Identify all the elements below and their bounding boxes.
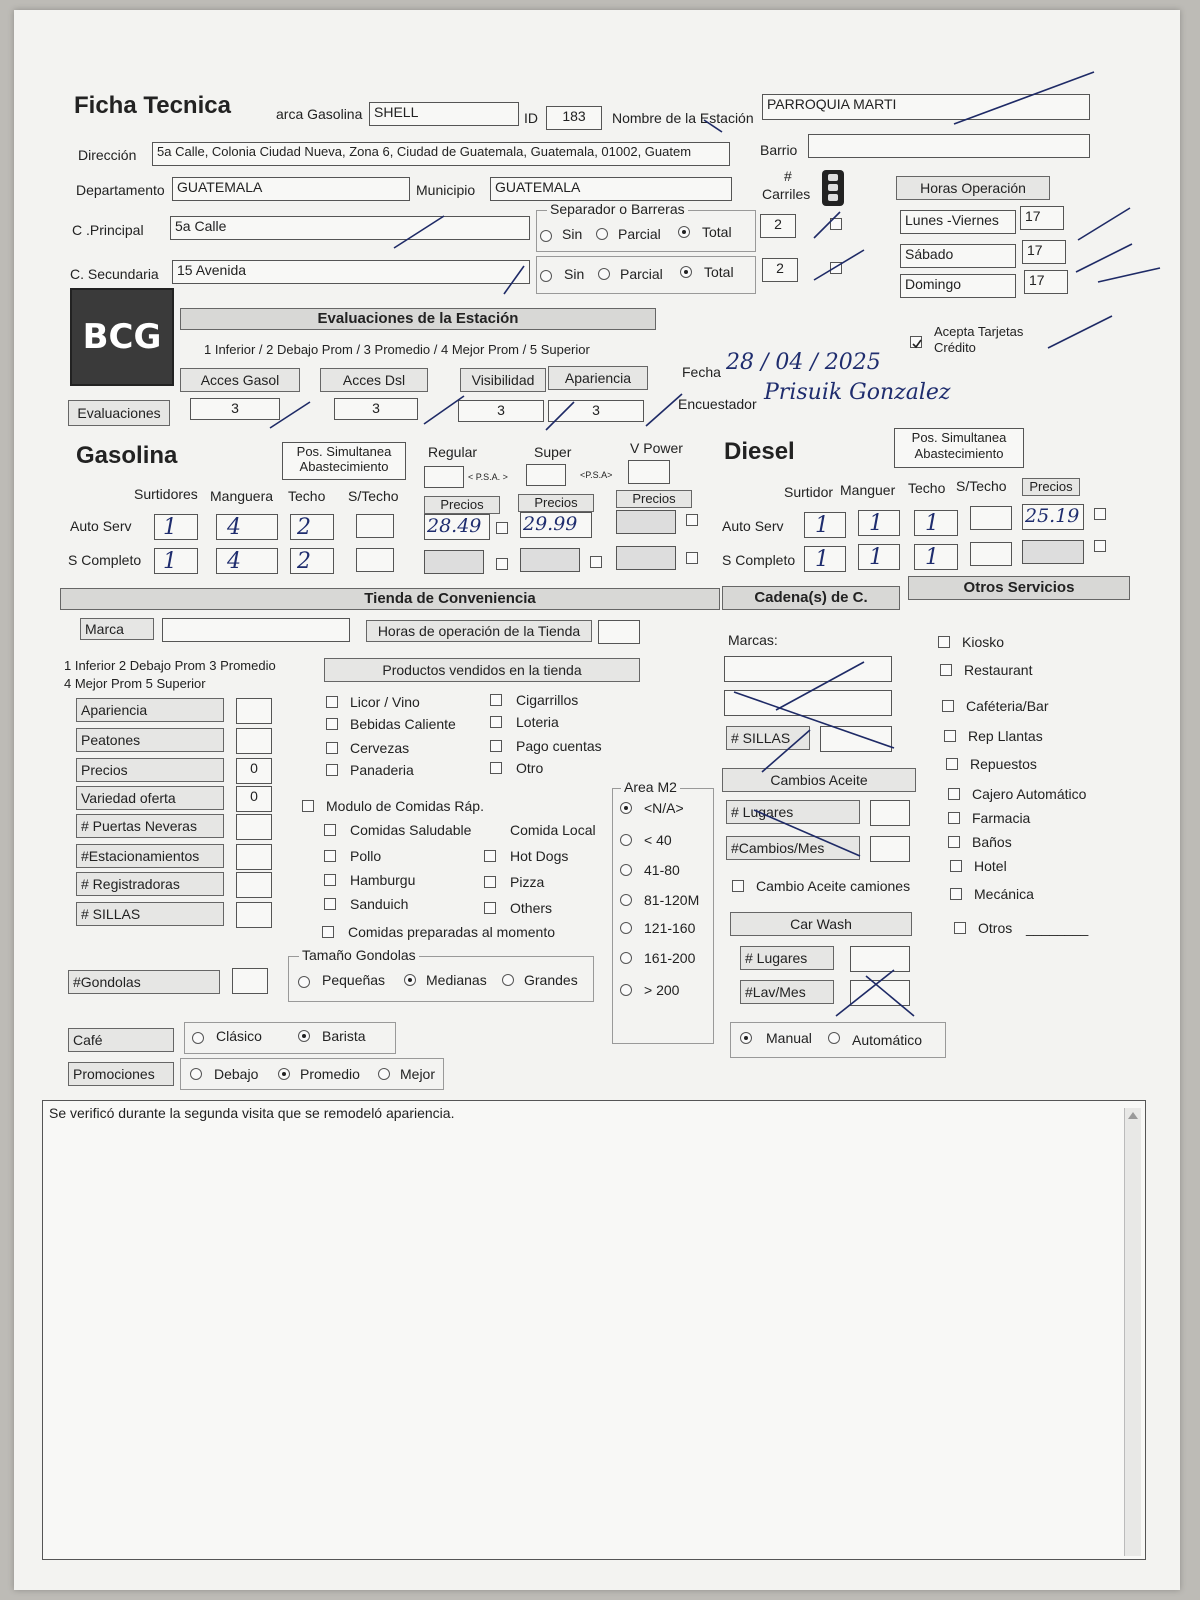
acepta-tarjetas-label: Acepta Tarjetas: [934, 324, 1024, 339]
area-label: 81-120M: [644, 892, 700, 908]
credito-label: Crédito: [934, 340, 976, 355]
rating-label: # Registradoras: [76, 872, 224, 896]
regular-label: Regular: [428, 444, 478, 460]
dsl-col-manguer: Manguer: [840, 482, 896, 498]
horas-lunes-viernes-label: Lunes -Viernes: [900, 210, 1016, 234]
gas-autoserv-label: Auto Serv: [70, 518, 132, 534]
dsl-completo-surtidor[interactable]: 1: [804, 546, 846, 572]
gas-completo-surtidores[interactable]: 1: [154, 548, 198, 574]
sep2-total-label: Total: [704, 264, 734, 280]
vpower-field[interactable]: [628, 460, 670, 484]
cadena-sillas-field[interactable]: [820, 726, 892, 752]
encuestador-label: Encuestador: [678, 396, 757, 412]
aceite-lugares-label: # Lugares: [726, 800, 860, 824]
barrio-label: Barrio: [760, 142, 798, 158]
carriles-label: Carriles: [762, 186, 811, 202]
cafe-clasico-label: Clásico: [216, 1028, 262, 1044]
gas-autoserv-regular-checkbox[interactable]: [496, 522, 508, 534]
marcas-label: Marcas:: [728, 632, 778, 648]
otro-servicio-label: Baños: [972, 834, 1012, 850]
marca-gasolina-field[interactable]: SHELL: [369, 102, 519, 126]
carriles-principal-field[interactable]: 2: [760, 214, 796, 238]
otro-servicio-label: Caféteria/Bar: [966, 698, 1049, 714]
otro-servicio-label: Kiosko: [962, 634, 1005, 650]
gas-col-techo: Techo: [288, 488, 326, 504]
rating-field[interactable]: [236, 844, 272, 870]
dsl-col-techo: Techo: [908, 480, 946, 496]
gas-autoserv-surtidores[interactable]: 1: [154, 514, 198, 540]
dsl-autoserv-label: Auto Serv: [722, 518, 784, 534]
dsl-abastecimiento-label: Abastecimiento: [914, 446, 1004, 461]
tamano-pequenas-label: Pequeñas: [322, 972, 386, 988]
car-wash-header: Car Wash: [730, 912, 912, 936]
tienda-header: Tienda de Conveniencia: [60, 588, 720, 610]
dsl-completo-manguer[interactable]: 1: [858, 544, 900, 570]
gas-autoserv-techo[interactable]: 2: [290, 514, 334, 540]
area-m2-label: Area M2: [621, 779, 680, 795]
sep1-total-radio[interactable]: [678, 226, 690, 238]
gas-completo-label: S Completo: [68, 552, 142, 568]
promo-mejor-radio[interactable]: [378, 1068, 390, 1080]
gas-precios-vpower-header: Precios: [616, 490, 692, 508]
psa-label-1: < P.S.A. >: [468, 472, 508, 482]
eval-visibilidad-field[interactable]: 3: [458, 400, 544, 422]
sep1-parcial-radio[interactable]: [596, 228, 608, 240]
gas-autoserv-precio-super[interactable]: 29.99: [520, 512, 592, 538]
rating-label: Apariencia: [76, 698, 224, 722]
barrio-field[interactable]: [808, 134, 1090, 158]
notes-text: Se verificó durante la segunda visita que se remodeló apariencia.: [49, 1105, 455, 1121]
otro-servicio-label: Restaurant: [964, 662, 1033, 678]
marca-gasolina-label: arca Gasolina: [276, 106, 363, 122]
eval-acces-dsl-label: Acces Dsl: [320, 368, 428, 392]
promociones-label: Promociones: [68, 1062, 174, 1086]
producto-label: Cigarrillos: [516, 692, 579, 708]
tienda-horas-label: Horas de operación de la Tienda: [366, 620, 592, 642]
carwash-manual-label: Manual: [766, 1030, 812, 1046]
cambio-camiones-label: Cambio Aceite camiones: [756, 878, 911, 894]
otro-servicio-label: Cajero Automático: [972, 786, 1087, 802]
producto-checkbox[interactable]: [326, 764, 338, 776]
otro-servicio-checkbox[interactable]: [950, 860, 962, 872]
area-radio[interactable]: [620, 922, 632, 934]
area-radio[interactable]: [620, 894, 632, 906]
eval-acces-gasol-field[interactable]: 3: [190, 398, 280, 420]
comida-label: Sanduich: [350, 896, 409, 912]
rating-label: #Estacionamientos: [76, 844, 224, 868]
sep1-sin-radio[interactable]: [540, 230, 552, 242]
producto-checkbox[interactable]: [326, 718, 338, 730]
gas-col-surtidores: Surtidores: [134, 486, 198, 502]
tamano-pequenas-radio[interactable]: [298, 976, 310, 988]
comida-checkbox[interactable]: [324, 898, 336, 910]
otros-servicios-header: Otros Servicios: [908, 576, 1130, 600]
otro-servicio-checkbox[interactable]: [948, 812, 960, 824]
dsl-pos-simultanea-box: [894, 428, 1024, 468]
productos-header: Productos vendidos en la tienda: [324, 658, 640, 682]
sep2-parcial-radio[interactable]: [598, 268, 610, 280]
comida-checkbox[interactable]: [484, 850, 496, 862]
gas-precios-super-header: Precios: [518, 494, 594, 512]
area-m2-group: [612, 779, 714, 1044]
area-radio[interactable]: [620, 834, 632, 846]
promo-debajo-label: Debajo: [214, 1066, 259, 1082]
comida-local-label: Comida Local: [510, 822, 596, 838]
psa-regular-super-field[interactable]: [424, 466, 464, 488]
sep2-total-radio[interactable]: [680, 266, 692, 278]
carwash-manual-radio[interactable]: [740, 1032, 752, 1044]
eval-apariencia-label: Apariencia: [548, 366, 648, 390]
carwash-lav-mes-field[interactable]: [850, 980, 910, 1006]
otro-servicio-checkbox[interactable]: [948, 836, 960, 848]
acepta-tarjetas-checkbox[interactable]: [910, 336, 922, 348]
otro-servicio-checkbox[interactable]: [944, 730, 956, 742]
notes-textarea[interactable]: [42, 1100, 1146, 1560]
encuestador-value: Prisuik Gonzalez: [764, 380, 951, 405]
cafe-label: Café: [68, 1028, 174, 1052]
area-radio[interactable]: [620, 802, 632, 814]
rating-field[interactable]: [236, 728, 272, 754]
gas-autoserv-stecho[interactable]: [356, 514, 394, 538]
comida-checkbox[interactable]: [324, 850, 336, 862]
comida-checkbox[interactable]: [484, 876, 496, 888]
otro-servicio-checkbox[interactable]: [938, 636, 950, 648]
comida-label: Pizza: [510, 874, 545, 890]
gas-completo-super-checkbox[interactable]: [590, 556, 602, 568]
carwash-automatico-label: Automático: [852, 1032, 923, 1048]
horas-domingo-field[interactable]: 17: [1024, 270, 1068, 294]
check-icon: [911, 338, 923, 350]
calle-principal-field[interactable]: 5a Calle: [170, 216, 530, 240]
tienda-scale-1: 1 Inferior 2 Debajo Prom 3 Promedio: [64, 658, 276, 673]
producto-label: Pago cuentas: [516, 738, 602, 754]
tamano-grandes-radio[interactable]: [502, 974, 514, 986]
producto-label: Otro: [516, 760, 544, 776]
diesel-title: Diesel: [724, 438, 795, 465]
dsl-autoserv-checkbox[interactable]: [1094, 508, 1106, 520]
comida-checkbox[interactable]: [484, 902, 496, 914]
nombre-estacion-label: Nombre de la Estación: [612, 110, 754, 126]
otro-servicio-checkbox[interactable]: [950, 888, 962, 900]
municipio-field[interactable]: GUATEMALA: [490, 177, 732, 201]
direccion-label: Dirección: [78, 147, 137, 163]
gas-completo-precio-regular[interactable]: [424, 550, 484, 574]
modulo-comidas-checkbox[interactable]: [302, 800, 314, 812]
dsl-autoserv-precio[interactable]: 25.19: [1022, 504, 1084, 530]
gas-autoserv-precio-regular[interactable]: 28.49: [424, 514, 490, 540]
producto-label: Panaderia: [350, 762, 414, 778]
calle-principal-label: C .Principal: [72, 222, 144, 238]
rating-field[interactable]: [236, 872, 272, 898]
rating-label: # SILLAS: [76, 902, 224, 926]
dsl-completo-label: S Completo: [722, 552, 796, 568]
sep1-total-label: Total: [702, 224, 732, 240]
marcas-field-1[interactable]: [724, 656, 892, 682]
cadena-header: Cadena(s) de C.: [722, 586, 900, 610]
rating-field[interactable]: [236, 814, 272, 840]
calle-secundaria-label: C. Secundaria: [70, 266, 159, 282]
area-label: 161-200: [644, 950, 696, 966]
promo-promedio-label: Promedio: [300, 1066, 360, 1082]
tamano-grandes-label: Grandes: [524, 972, 578, 988]
promo-promedio-radio[interactable]: [278, 1068, 290, 1080]
gas-pos-simultanea-label: Pos. Simultanea: [296, 444, 392, 459]
otro-servicio-label: Otros: [978, 920, 1013, 936]
rating-label: Precios: [76, 758, 224, 782]
horas-sabado-label: Sábado: [900, 244, 1016, 268]
otro-servicio-checkbox[interactable]: [954, 922, 966, 934]
notes-scrollbar[interactable]: [1124, 1108, 1141, 1556]
psa-super-vpower-field[interactable]: [526, 464, 566, 486]
horas-operacion-header: Horas Operación: [896, 176, 1050, 200]
aceite-lugares-field[interactable]: [870, 800, 910, 826]
area-label: 41-80: [644, 862, 680, 878]
producto-label: Bebidas Caliente: [350, 716, 456, 732]
nombre-estacion-field[interactable]: PARROQUIA MARTI: [762, 94, 1090, 120]
comida-label: Comidas Saludable: [350, 822, 472, 838]
departamento-field[interactable]: GUATEMALA: [172, 177, 410, 201]
eval-acces-dsl-field[interactable]: 3: [334, 398, 418, 420]
cadena-sillas-label: # SILLAS: [726, 726, 810, 750]
carriles-secundaria-field[interactable]: 2: [762, 258, 798, 282]
gasolina-title: Gasolina: [76, 442, 178, 469]
dsl-col-stecho: S/Techo: [956, 478, 1007, 494]
dsl-precios-header: Precios: [1022, 478, 1080, 496]
carwash-lugares-label: # Lugares: [740, 946, 834, 970]
area-radio[interactable]: [620, 952, 632, 964]
cafe-barista-label: Barista: [322, 1028, 366, 1044]
comida-label: Pollo: [350, 848, 382, 864]
departamento-label: Departamento: [76, 182, 165, 198]
gas-col-manguera: Manguera: [210, 488, 274, 504]
gas-completo-regular-checkbox[interactable]: [496, 558, 508, 570]
id-label: ID: [524, 110, 538, 126]
gas-autoserv-manguera[interactable]: 4: [216, 514, 278, 540]
promo-mejor-label: Mejor: [400, 1066, 436, 1082]
producto-checkbox[interactable]: [490, 762, 502, 774]
area-label: > 200: [644, 982, 680, 998]
sep2-sin-radio[interactable]: [540, 270, 552, 282]
form-sheet: [14, 10, 1180, 1590]
dsl-autoserv-stecho[interactable]: [970, 506, 1012, 530]
carwash-automatico-radio[interactable]: [828, 1032, 840, 1044]
tamano-medianas-label: Medianas: [426, 972, 487, 988]
tamano-medianas-radio[interactable]: [404, 974, 416, 986]
otro-servicio-label: Hotel: [974, 858, 1007, 874]
producto-checkbox[interactable]: [490, 694, 502, 706]
horas-lunes-viernes-field[interactable]: 17: [1020, 206, 1064, 230]
carwash-lugares-field[interactable]: [850, 946, 910, 972]
dsl-completo-checkbox[interactable]: [1094, 540, 1106, 552]
tienda-scale-2: 4 Mejor Prom 5 Superior: [64, 676, 206, 691]
gas-completo-precio-vpower[interactable]: [616, 546, 676, 570]
tienda-marca-field[interactable]: [162, 618, 350, 642]
gas-autoserv-vpower-checkbox[interactable]: [686, 514, 698, 526]
sep1-sin-label: Sin: [562, 226, 583, 242]
otro-servicio-label: Repuestos: [970, 756, 1037, 772]
area-label: 121-160: [644, 920, 696, 936]
evaluaciones-label: Evaluaciones: [68, 400, 170, 426]
gas-precios-regular-header: Precios: [424, 496, 500, 514]
comidas-preparadas-checkbox[interactable]: [322, 926, 334, 938]
horas-sabado-field[interactable]: 17: [1022, 240, 1066, 264]
comida-label: Others: [510, 900, 553, 916]
otro-servicio-checkbox[interactable]: [948, 788, 960, 800]
eval-visibilidad-label: Visibilidad: [460, 368, 546, 392]
psa-label-2: <P.S.A>: [580, 470, 613, 480]
cafe-clasico-radio[interactable]: [192, 1032, 204, 1044]
otro-servicio-checkbox[interactable]: [940, 664, 952, 676]
rating-field[interactable]: 0: [236, 786, 272, 812]
eval-acces-gasol-label: Acces Gasol: [180, 368, 300, 392]
gas-completo-stecho[interactable]: [356, 548, 394, 572]
otro-servicio-checkbox[interactable]: [946, 758, 958, 770]
dsl-completo-techo[interactable]: 1: [914, 544, 958, 570]
cambios-aceite-header: Cambios Aceite: [722, 768, 916, 792]
producto-label: Cervezas: [350, 740, 410, 756]
producto-checkbox[interactable]: [326, 742, 338, 754]
area-radio[interactable]: [620, 864, 632, 876]
gas-completo-techo[interactable]: 2: [290, 548, 334, 574]
dsl-completo-stecho[interactable]: [970, 542, 1012, 566]
evaluaciones-header: Evaluaciones de la Estación: [180, 308, 656, 330]
bcg-logo: BCG: [70, 288, 174, 386]
comida-checkbox[interactable]: [324, 824, 336, 836]
dsl-autoserv-techo[interactable]: 1: [914, 510, 958, 536]
dsl-pos-simultanea-label: Pos. Simultanea: [911, 430, 1007, 445]
aceite-cambios-mes-label: #Cambios/Mes: [726, 836, 860, 860]
municipio-label: Municipio: [416, 182, 476, 198]
gas-completo-precio-super[interactable]: [520, 548, 580, 572]
cambio-camiones-checkbox[interactable]: [732, 880, 744, 892]
tienda-horas-field[interactable]: [598, 620, 640, 644]
sep2-parcial-label: Parcial: [620, 266, 663, 282]
gas-abastecimiento-label: Abastecimiento: [299, 459, 389, 474]
rating-field[interactable]: 0: [236, 758, 272, 784]
area-label: < 40: [644, 832, 672, 848]
producto-checkbox[interactable]: [326, 696, 338, 708]
rating-field[interactable]: [236, 902, 272, 928]
vpower-label: V Power: [630, 440, 683, 456]
producto-label: Licor / Vino: [350, 694, 420, 710]
traffic-light-icon: [822, 170, 844, 206]
carriles-secundaria-checkbox[interactable]: [830, 262, 842, 274]
eval-apariencia-field[interactable]: 3: [548, 400, 644, 422]
rating-label: Variedad oferta: [76, 786, 224, 810]
otro-servicio-label: Rep Llantas: [968, 728, 1043, 744]
marcas-field-2[interactable]: [724, 690, 892, 716]
cafe-barista-radio[interactable]: [298, 1030, 310, 1042]
comida-label: Hamburgu: [350, 872, 416, 888]
comida-checkbox[interactable]: [324, 874, 336, 886]
evaluaciones-scale: 1 Inferior / 2 Debajo Prom / 3 Promedio / 4 Mejor Prom / 5 Superior: [204, 342, 590, 357]
dsl-col-surtidor: Surtidor: [784, 484, 834, 500]
carwash-lav-mes-label: #Lav/Mes: [740, 980, 834, 1004]
sep1-parcial-label: Parcial: [618, 226, 661, 242]
comida-label: Hot Dogs: [510, 848, 569, 864]
gas-autoserv-precio-vpower[interactable]: [616, 510, 676, 534]
otros-line: ________: [1026, 920, 1089, 936]
otro-servicio-checkbox[interactable]: [942, 700, 954, 712]
gas-col-stecho: S/Techo: [348, 488, 399, 504]
aceite-cambios-mes-field[interactable]: [870, 836, 910, 862]
fecha-value: 28 / 04 / 2025: [726, 350, 881, 375]
gas-pos-simultanea-box: [282, 442, 406, 480]
producto-checkbox[interactable]: [490, 716, 502, 728]
area-label: <N/A>: [644, 800, 684, 816]
sep2-sin-label: Sin: [564, 266, 585, 282]
area-radio[interactable]: [620, 984, 632, 996]
gondolas-field[interactable]: [232, 968, 268, 994]
rating-label: # Puertas Neveras: [76, 814, 224, 838]
fecha-label: Fecha: [682, 364, 721, 380]
rating-field[interactable]: [236, 698, 272, 724]
promo-debajo-radio[interactable]: [190, 1068, 202, 1080]
tamano-gondolas-label: Tamaño Gondolas: [299, 947, 419, 963]
dsl-autoserv-manguer[interactable]: 1: [858, 510, 900, 536]
direccion-field[interactable]: 5a Calle, Colonia Ciudad Nueva, Zona 6, Ciudad de Guatemala, Guatemala, 01002, Guatem: [152, 142, 730, 166]
gas-completo-vpower-checkbox[interactable]: [686, 552, 698, 564]
dsl-autoserv-surtidor[interactable]: 1: [804, 512, 846, 538]
gas-completo-manguera[interactable]: 4: [216, 548, 278, 574]
tienda-marca-label: Marca: [80, 618, 154, 640]
gondolas-label: #Gondolas: [68, 970, 220, 994]
dsl-completo-precio[interactable]: [1022, 540, 1084, 564]
horas-domingo-label: Domingo: [900, 274, 1016, 298]
carriles-principal-checkbox[interactable]: [830, 218, 842, 230]
otro-servicio-label: Mecánica: [974, 886, 1034, 902]
producto-label: Loteria: [516, 714, 559, 730]
calle-secundaria-field[interactable]: 15 Avenida: [172, 260, 530, 284]
id-field[interactable]: 183: [546, 106, 602, 130]
super-label: Super: [534, 444, 572, 460]
separador-label: Separador o Barreras: [547, 201, 688, 217]
carriles-hash: #: [784, 168, 792, 184]
modulo-comidas-label: Modulo de Comidas Ráp.: [326, 798, 484, 814]
page-title: Ficha Tecnica: [74, 92, 231, 119]
scroll-up-icon[interactable]: [1128, 1112, 1138, 1119]
otro-servicio-label: Farmacia: [972, 810, 1031, 826]
comidas-preparadas-label: Comidas preparadas al momento: [348, 924, 555, 940]
producto-checkbox[interactable]: [490, 740, 502, 752]
rating-label: Peatones: [76, 728, 224, 752]
